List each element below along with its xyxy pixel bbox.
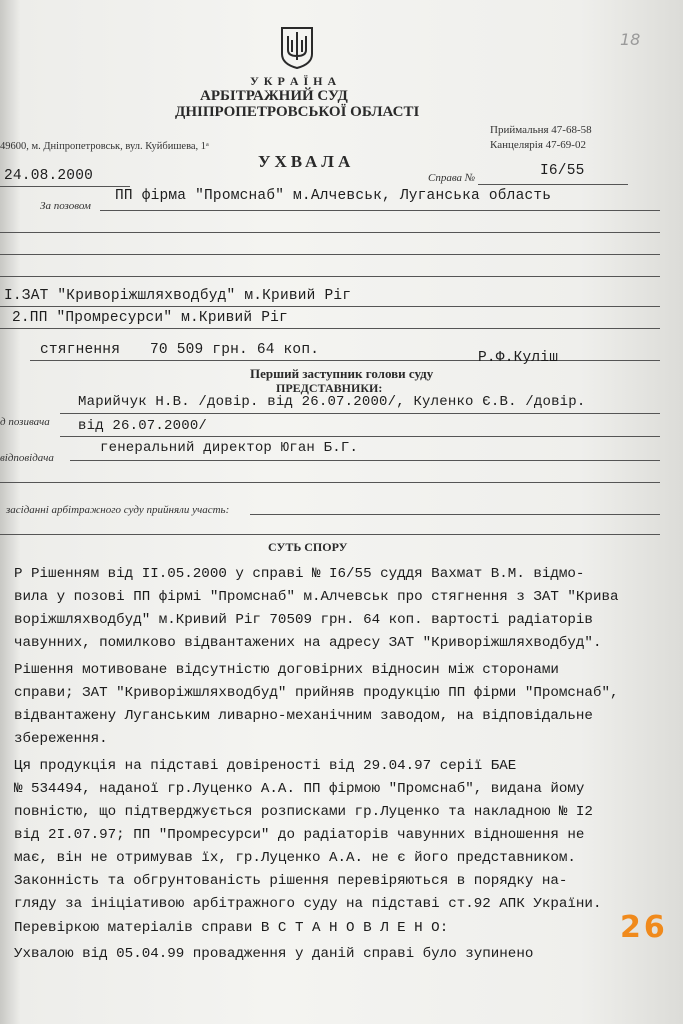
handwritten-sheet-number: 18 [620, 30, 641, 49]
body-line: Рішення мотивоване відсутністю договірних відносин між сторонами [14, 662, 559, 678]
body-line: справи; ЗАТ "Криворіжшляхводбуд" прийняв продукцію ПП фірми "Промснаб", [14, 685, 619, 701]
defendant-2: 2.ПП "Промресурси" м.Кривий Ріг [12, 310, 288, 326]
defendant-1: І.ЗАТ "Криворіжшляхводбуд" м.Кривий Ріг [4, 288, 352, 304]
body-line: № 534494, наданої гр.Луценко А.А. ПП фірмою "Промснаб", видана йому [14, 781, 585, 797]
plaintiff-name: ПП фірма "Промснаб" м.Алчевськ, Луганська область [115, 188, 552, 204]
body-line: Ухвалою від 05.04.99 провадження у даній справі було зупинено [14, 946, 534, 962]
defendant-rep-label: відповідача [0, 452, 54, 464]
judge-name: Р.Ф.Куліш [478, 350, 559, 366]
body-line: чавунних, помилково відвантажених на адресу ЗАТ "Криворіжшляхводбуд". [14, 635, 602, 651]
document-date: 24.08.2000 [4, 168, 94, 184]
body-line: відвантажену Луганським ливарно-механічним заводом, на відповідальне [14, 708, 593, 724]
body-line: Р Рішенням від ІІ.05.2000 у справі № І6/55 суддя Вахмат В.М. відмо- [14, 566, 585, 582]
representatives-title: ПРЕДСТАВНИКИ: [276, 381, 383, 395]
court-address: 49600, м. Дніпропетровськ, вул. Куйбишева, 1ᵃ [0, 141, 209, 152]
page-number-stamp: 26 [620, 910, 668, 945]
court-name-line2: ДНІПРОПЕТРОВСЬКОЇ ОБЛАСТІ [175, 104, 420, 120]
plaintiff-rep-line2: від 26.07.2000/ [78, 418, 208, 434]
country-name: У К Р А Ї Н А [250, 74, 338, 88]
body-line: від 2І.07.97; ПП "Промресурси" до радіаторів чавунних відношення не [14, 827, 585, 843]
body-line: Перевіркою матеріалів справи В С Т А Н О В Л Е Н О: [14, 920, 449, 936]
body-line: має, він не отримував їх, гр.Луценко А.А. не є його представником. [14, 850, 576, 866]
body-line: Ця продукція на підставі довіреності від 29.04.97 серії БАЕ [14, 758, 517, 774]
trident-coat-of-arms-icon [280, 26, 314, 70]
document-title: УХВАЛА [258, 152, 355, 171]
plaintiff-rep-label: д позивача [0, 416, 50, 428]
section-title: СУТЬ СПОРУ [268, 540, 348, 554]
body-line: Законність та обгрунтованість рішення перевіряються в порядку на- [14, 873, 568, 889]
plaintiff-label: За позовом [40, 200, 91, 212]
chancellery-phone: Канцелярія 47-69-02 [490, 139, 586, 151]
defendant-rep: генеральний директор Юган Б.Г. [100, 440, 359, 456]
reception-phone: Приймальня 47-68-58 [490, 124, 592, 136]
court-name-line1: АРБІТРАЖНИЙ СУД [200, 88, 348, 104]
body-line: збереження. [14, 731, 108, 747]
participants-label: засіданні арбітражного суду прийняли участь: [6, 504, 230, 516]
plaintiff-rep-line1: Марийчук Н.В. /довір. від 26.07.2000/, Куленко Є.В. /довір. [78, 394, 586, 410]
case-label: Справа № [428, 172, 476, 184]
body-line: воріжшляхводбуд" м.Кривий Ріг 70509 грн. 64 коп. вартості радіаторів [14, 612, 593, 628]
case-number: І6/55 [540, 163, 585, 179]
body-line: вила у позові ПП фірмі "Промснаб" м.Алчевськ про стягнення з ЗАТ "Крива [14, 589, 619, 605]
body-line: повністю, що підтверджується розписками гр.Луценко та накладною № І2 [14, 804, 593, 820]
judge-title: Перший заступник голови суду [250, 366, 434, 381]
claim-amount: 70 509 грн. 64 коп. [150, 342, 320, 358]
body-line: гляду за ініціативою арбітражного суду на підставі ст.92 АПК України. [14, 896, 602, 912]
claim-subject: стягнення [40, 342, 121, 358]
